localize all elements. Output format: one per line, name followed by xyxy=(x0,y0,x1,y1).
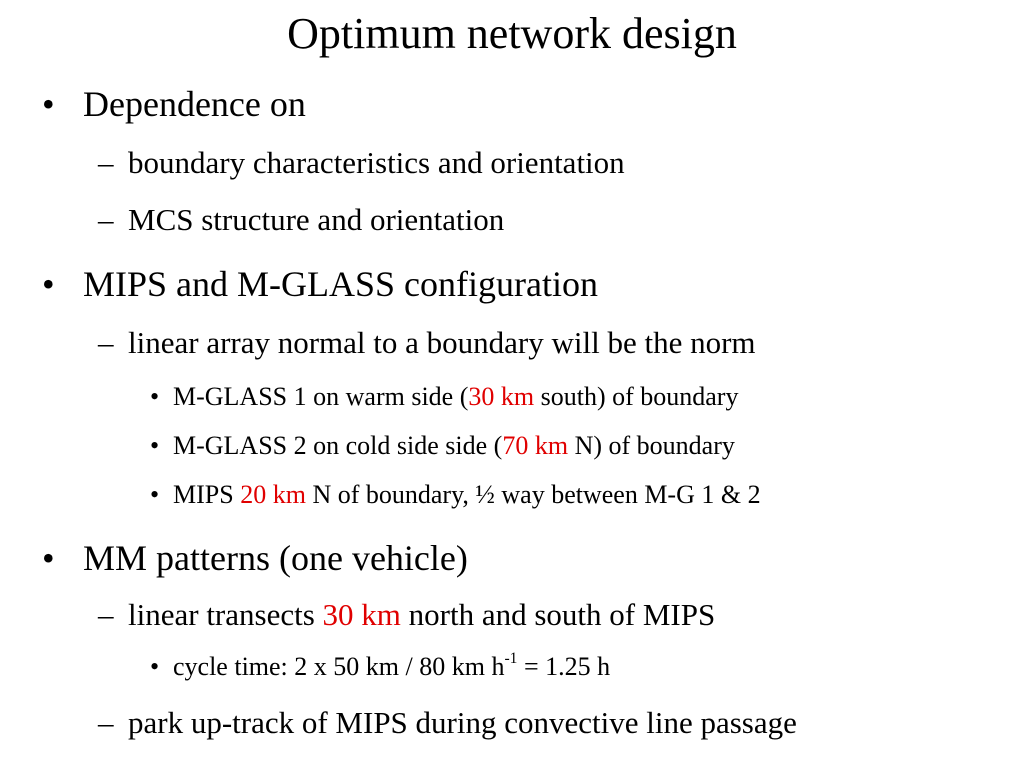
bullet-marker: • xyxy=(150,382,160,411)
bullet-marker: • xyxy=(42,84,55,124)
item-text: north and south of MIPS xyxy=(400,597,716,632)
bullet-mips-mglass: MIPS and M-GLASS configuration xyxy=(83,264,598,304)
dash-marker: – xyxy=(98,325,114,360)
item-cycle-time xyxy=(173,650,610,684)
sub-bullet-park-up-track: park up-track of MIPS during convective line passage xyxy=(128,705,797,740)
bullet-marker: • xyxy=(150,480,160,509)
item-mglass-2 xyxy=(173,429,735,463)
item-text: = 1.25 h xyxy=(517,652,611,681)
sub-bullet-linear-transects xyxy=(128,595,715,635)
bullet-mm-patterns: MM patterns (one vehicle) xyxy=(83,538,468,578)
sub-bullet-linear-array: linear array normal to a boundary will be the norm xyxy=(128,325,756,360)
dash-marker: – xyxy=(98,145,114,180)
item-mglass-1 xyxy=(173,380,738,414)
item-text: N of boundary, ½ way between M-G 1 & 2 xyxy=(305,480,761,509)
sub-bullet-boundary: boundary characteristics and orientation xyxy=(128,145,625,180)
sub-bullet-mcs: MCS structure and orientation xyxy=(128,202,505,237)
distance-highlight: 30 km xyxy=(468,382,535,411)
item-text: south) of boundary xyxy=(534,382,739,411)
item-text: cycle time: 2 x 50 km / 80 km h xyxy=(173,652,505,681)
item-text: M-GLASS 1 on warm side ( xyxy=(173,382,469,411)
dash-marker: – xyxy=(98,597,114,632)
distance-highlight: 70 km xyxy=(502,431,569,460)
bullet-marker: • xyxy=(150,652,160,681)
slide-title: Optimum network design xyxy=(287,9,737,58)
item-text: linear transects xyxy=(128,597,323,632)
exponent: -1 xyxy=(504,650,518,668)
distance-highlight: 20 km xyxy=(240,480,306,509)
item-text: N) of boundary xyxy=(568,431,735,460)
item-text: MIPS xyxy=(173,480,241,509)
bullet-marker: • xyxy=(42,264,55,304)
bullet-marker: • xyxy=(42,538,55,578)
dash-marker: – xyxy=(98,705,114,740)
bullet-marker: • xyxy=(150,431,160,460)
distance-highlight: 30 km xyxy=(322,597,401,632)
item-text: M-GLASS 2 on cold side side ( xyxy=(173,431,503,460)
dash-marker: – xyxy=(98,202,114,237)
item-mips xyxy=(173,478,761,512)
bullet-dependence-on: Dependence on xyxy=(83,84,306,124)
